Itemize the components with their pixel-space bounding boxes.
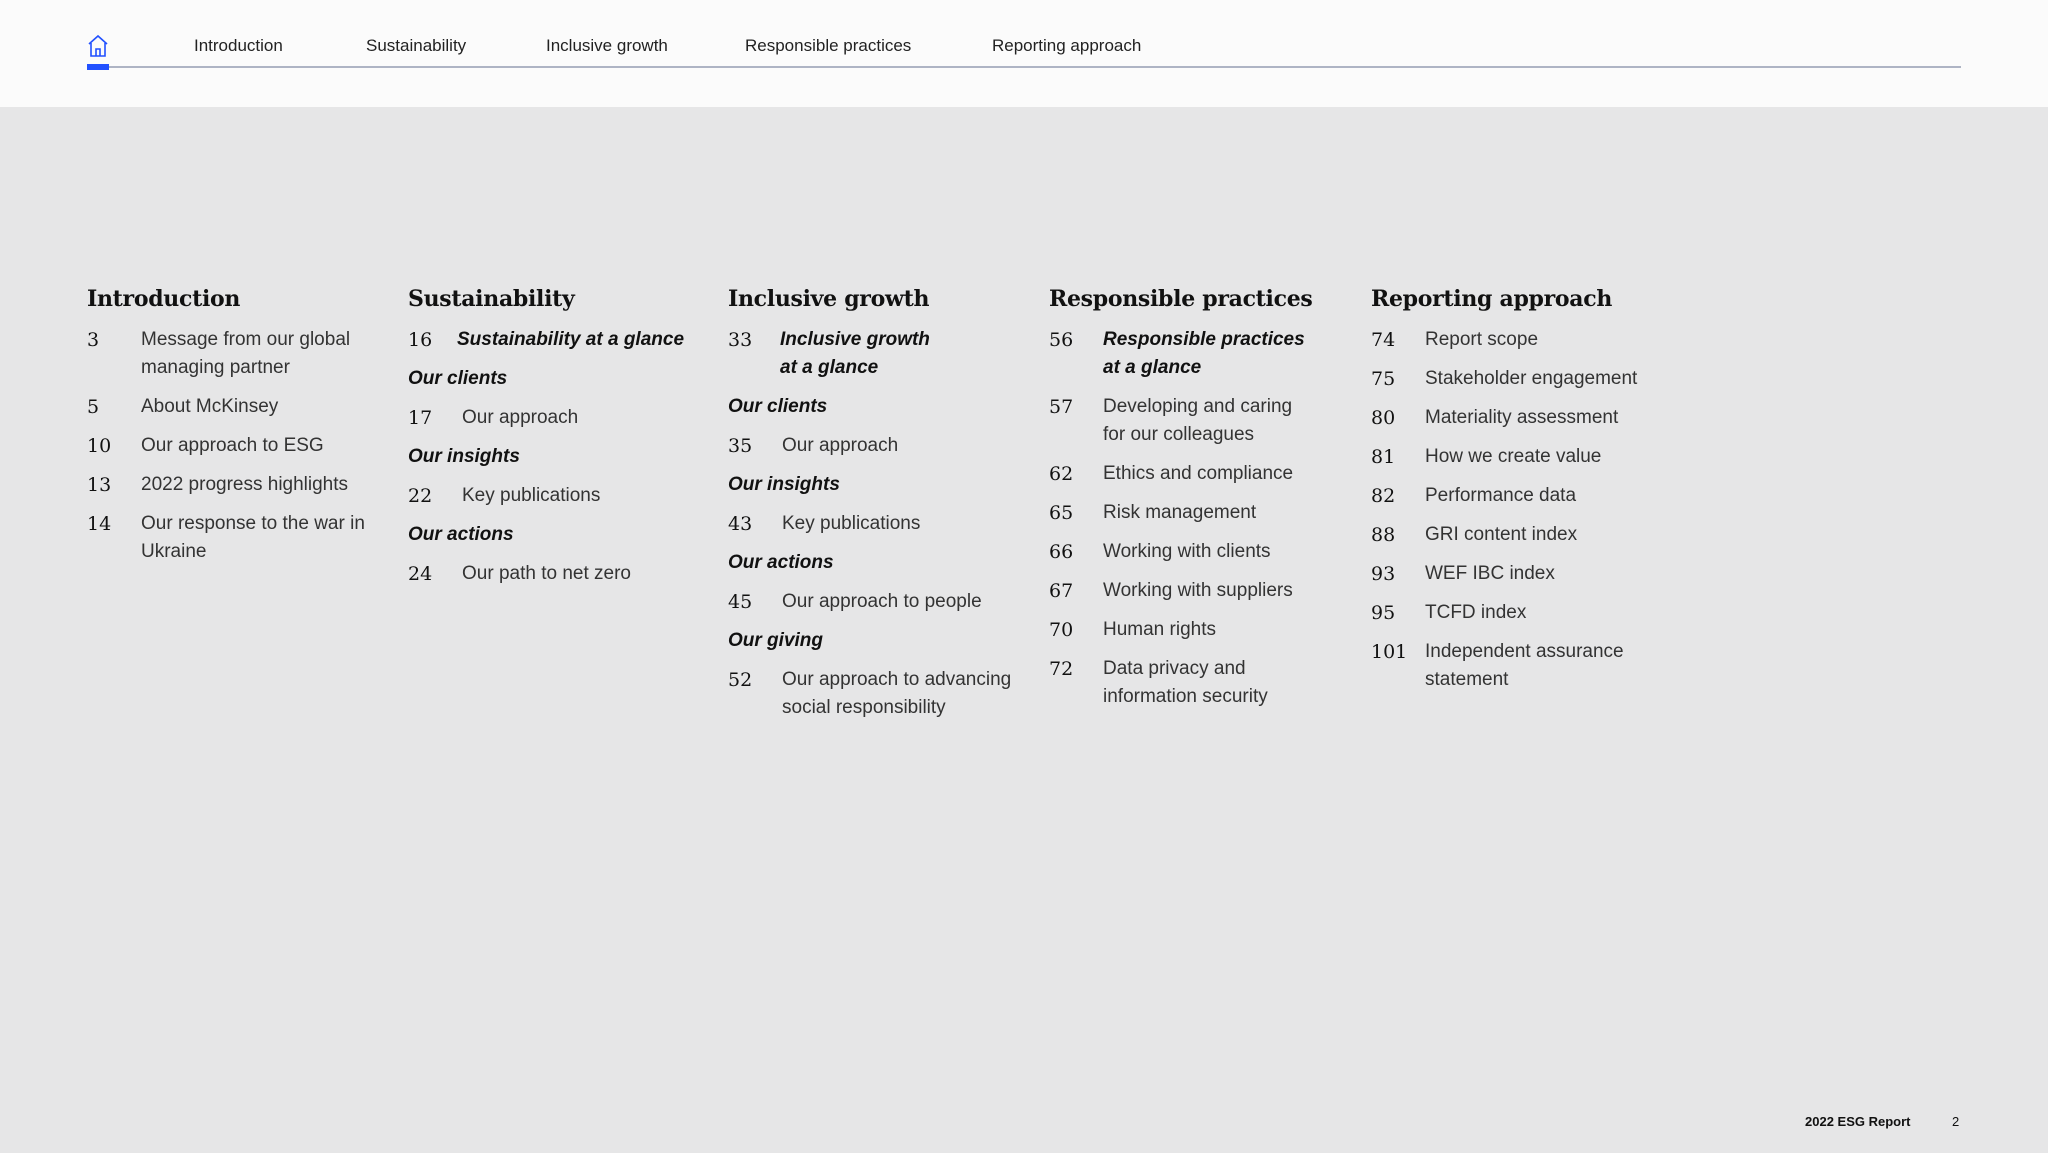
toc-column-introduction [87,286,387,577]
entry-label: Our approach to ESG [141,435,324,456]
page-number: 75 [1371,368,1396,390]
toc-entry[interactable] [1371,521,1671,549]
active-indicator [87,64,109,70]
toc-entry[interactable] [1371,638,1671,694]
toc-column-inclusive-growth [728,286,1028,733]
entry-label: Stakeholder engagement [1425,368,1638,389]
toc-entry[interactable] [87,471,387,499]
section-heading: Reporting approach [1371,286,1613,312]
nav-sustainability[interactable]: Sustainability [366,36,467,55]
toc-entry[interactable] [1049,655,1349,711]
entry-label: GRI content index [1425,524,1578,545]
nav-inclusive-growth[interactable]: Inclusive growth [546,36,668,55]
page-number: 22 [408,485,433,507]
entry-label: TCFD index [1425,602,1527,623]
page-number: 95 [1371,602,1396,624]
top-navigation-bar [0,0,2048,107]
page-number: 81 [1371,446,1396,468]
page-number: 52 [728,669,753,691]
entry-label: Our approach to advancing social responsibility [782,669,1012,718]
page-number: 66 [1049,541,1074,563]
nav-introduction[interactable]: Introduction [194,36,283,55]
entry-label: Working with suppliers [1103,580,1293,601]
toc-entry[interactable] [87,432,387,460]
toc-entry[interactable] [408,482,708,510]
entry-label: Human rights [1103,619,1216,640]
section-heading: Inclusive growth [728,286,930,312]
subheading: Our actions [408,524,514,545]
entry-label: About McKinsey [141,396,279,417]
subheading: Our giving [728,630,823,651]
toc-entry[interactable] [87,326,387,382]
toc-entry[interactable] [87,510,387,566]
section-nav [87,30,1961,68]
entry-label: Our response to the war in Ukraine [141,513,365,562]
page-number: 14 [87,513,112,535]
entry-label: Inclusive growth at a glance [780,329,930,378]
entry-label: Performance data [1425,485,1577,506]
subheading: Our insights [408,446,520,467]
toc-entry[interactable] [1049,499,1349,527]
entry-label: Independent assurance statement [1425,641,1624,690]
page-number: 13 [87,474,112,496]
page-number: 67 [1049,580,1074,602]
entry-label: Materiality assessment [1425,407,1619,428]
home-icon [87,34,109,60]
toc-entry[interactable] [408,404,708,432]
toc-entry[interactable] [1049,616,1349,644]
entry-label: Data privacy and information security [1103,658,1268,707]
entry-label: Our path to net zero [462,563,631,584]
page-number: 5 [87,396,100,418]
section-heading: Sustainability [408,286,575,312]
toc-entry[interactable] [1049,393,1349,449]
toc-column-reporting-approach [1371,286,1671,705]
toc-entry[interactable] [1371,482,1671,510]
page-number: 65 [1049,502,1074,524]
subheading: Our clients [728,396,828,417]
footer-report-title: 2022 ESG Report [1805,1114,1911,1129]
toc-entry[interactable] [1371,560,1671,588]
page-number: 33 [728,329,753,351]
footer-page-number: 2 [1952,1114,1960,1129]
toc-entry[interactable] [1371,599,1671,627]
page-number: 72 [1049,658,1074,680]
page-number: 17 [408,407,433,429]
section-heading: Responsible practices [1049,286,1313,312]
subheading: Our clients [408,368,508,389]
entry-label: Message from our global managing partner [141,329,351,378]
page-number: 16 [408,329,433,351]
page-number: 45 [728,591,753,613]
page-number: 62 [1049,463,1074,485]
toc-entry[interactable] [1371,404,1671,432]
toc-entry[interactable] [1049,577,1349,605]
toc-entry-glance[interactable] [1049,326,1349,382]
toc-entry[interactable] [728,588,1028,616]
toc-entry[interactable] [87,393,387,421]
entry-label: Ethics and compliance [1103,463,1294,484]
toc-entry[interactable] [1371,365,1671,393]
toc-entry-glance[interactable] [408,326,708,354]
subheading: Our actions [728,552,834,573]
page-number: 35 [728,435,753,457]
section-heading: Introduction [87,286,241,312]
entry-label: Report scope [1425,329,1539,350]
page-number: 10 [87,435,112,457]
page-number: 57 [1049,396,1074,418]
page-number: 101 [1371,641,1408,663]
entry-label: Key publications [782,513,921,534]
entry-label: WEF IBC index [1425,563,1555,584]
toc-entry[interactable] [728,666,1028,722]
entry-label: How we create value [1425,446,1602,467]
toc-entry[interactable] [728,432,1028,460]
page-number: 93 [1371,563,1396,585]
toc-column-sustainability [408,286,708,599]
page-number: 80 [1371,407,1396,429]
page-number: 24 [408,563,433,585]
page-number: 70 [1049,619,1074,641]
page-number: 3 [87,329,100,351]
toc-entry[interactable] [1371,326,1671,354]
toc-entry[interactable] [1049,460,1349,488]
home-button[interactable] [87,34,109,68]
entry-label: Developing and caring for our colleagues [1103,396,1293,445]
toc-entry[interactable] [1371,443,1671,471]
page-number: 43 [728,513,753,535]
entry-label: Responsible practices at a glance [1103,329,1305,378]
page-number: 74 [1371,329,1396,351]
entry-label: Working with clients [1103,541,1271,562]
toc-entry-glance[interactable] [728,326,1028,382]
nav-responsible-practices[interactable]: Responsible practices [745,36,912,55]
nav-reporting-approach[interactable]: Reporting approach [992,36,1142,55]
entry-label: Our approach to people [782,591,982,612]
entry-label: Our approach [462,407,579,428]
entry-label: 2022 progress highlights [141,474,349,495]
toc-entry[interactable] [408,560,708,588]
entry-label: Our approach [782,435,899,456]
subheading: Our insights [728,474,840,495]
page-number: 56 [1049,329,1074,351]
page-number: 82 [1371,485,1396,507]
toc-column-responsible-practices [1049,286,1349,722]
entry-label: Key publications [462,485,601,506]
entry-label: Sustainability at a glance [457,329,685,350]
toc-entry[interactable] [728,510,1028,538]
toc-entry[interactable] [1049,538,1349,566]
entry-label: Risk management [1103,502,1257,523]
page-number: 88 [1371,524,1396,546]
